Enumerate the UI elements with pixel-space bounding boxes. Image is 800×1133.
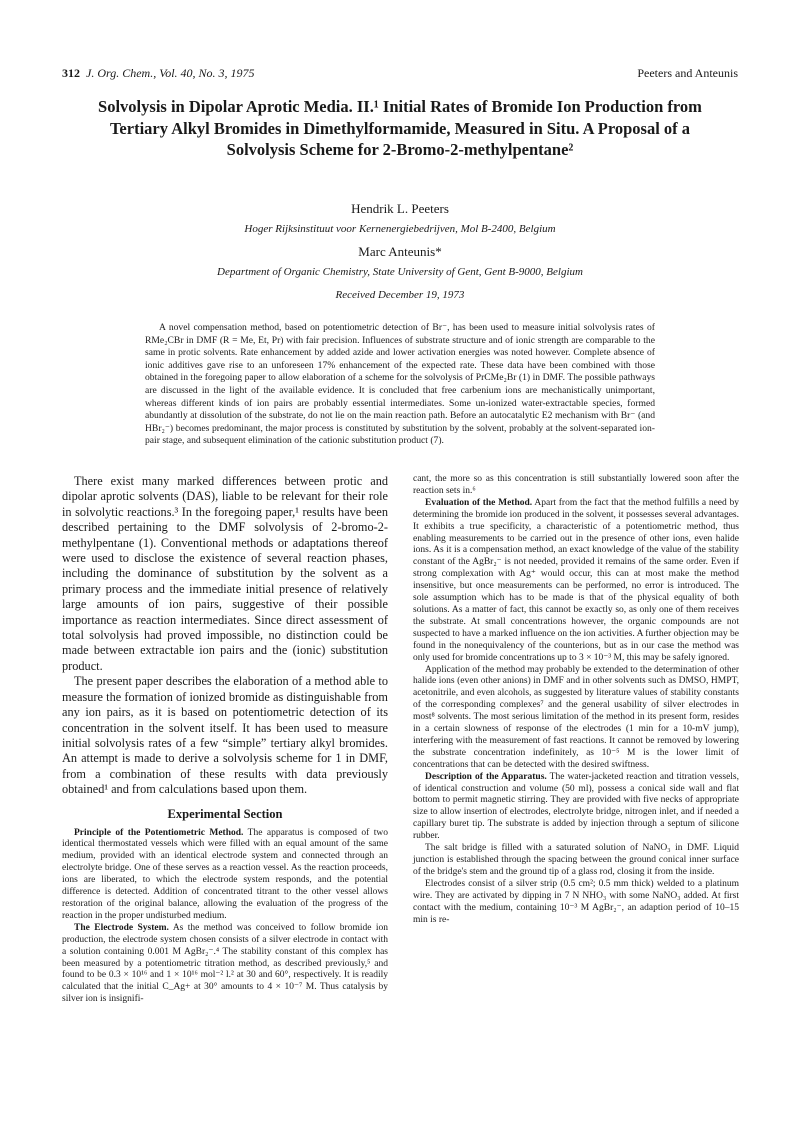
salt-bridge-paragraph: The salt bridge is filled with a saturated solution of NaNO₃ in DMF. Liquid junction is established through the spacing between the ground conical inner surface of the bridge's stem and the ground tip of a glass rod, closing it from the inside. <box>413 843 739 877</box>
running-head <box>62 66 738 82</box>
author-name-2: Marc Anteunis* <box>358 244 442 259</box>
left-column <box>62 474 388 1006</box>
evaluation-heading: Evaluation of the Method. <box>425 497 533 508</box>
author-affiliation-1: Hoger Rijksinstituut voor Kernenergiebedrijven, Mol B-2400, Belgium <box>244 223 556 235</box>
journal-citation: J. Org. Chem., Vol. 40, No. 3, 1975 <box>86 66 255 80</box>
abstract: A novel compensation method, based on potentiometric detection of Br⁻, has been used to measure initial solvolysis rates of RMe₂CBr in DMF (R = Me, Et, Pr) with fair precision. Influences of substrate structure and of ionic strength are comparable to the same in protic solvents. Rate enhancement by added azide and lower activation energies was noted however. Complete absence of ionic additives gave rise to an unforeseen 17% enhancement of the expected rate. These data have been combined with those obtained in the foregoing paper to allow elaboration of a scheme for the solvolysis of PrCMe₂Br (1) in DMF. The possible pathways are discussed in the light of the available evidence. It is concluded that free carbenium ions are mechanistically unimportant, whereas different kinds of ion pairs are probably essential intermediates. Some un-ionized water-extractable species, formed abundantly at dissolution of the substrate, do not lie on the main reaction path. Before an autocatalytic E2 mechanism with Br⁻ (and HBr₂⁻) becomes predominant, the major process is constituted by substitution by the solvent, probably at the solvent-separated ion-pair stage, and subsequent elimination of the cationic substitution product (7). <box>145 322 655 447</box>
author-affiliation-2: Department of Organic Chemistry, State University of Gent, Gent B-9000, Belgium <box>217 266 583 278</box>
electrodes-paragraph: Electrodes consist of a silver strip (0.5 cm²; 0.5 mm thick) welded to a platinum wire. They are activated by dipping in 7 N NHO₃ with some NaNO₃ added. At first contact with the medium, containing 10⁻³ M AgBr₂⁻, an adaption period of 10–15 min is re- <box>413 878 739 925</box>
electrode-text: As the method was conceived to follow bromide ion production, the electrode system chosen consists of a silver electrode in contact with a solution containing 0.001 M AgBr₂⁻.⁴ The stability constant of this complex has been measured by a potentiometric titration method, as described previously,⁵ and found to be 0.3 × 10¹⁶ and 1 × 10¹⁶ mol⁻² l.² at 30 and 60°, respectively. It is readily calculated that the initial C_Ag+ at 30° amounts to 4 × 10⁻⁷ M. Thus catalysis by silver ion is insignifi- <box>62 922 388 1005</box>
apparatus-text: The water-jacketed reaction and titration vessels, of identical construction and volume (50 ml), possess a conical side wall and flat bottom to permit magnetic stirring. They are provided with five necks of appropriate size to allow insertion of electrodes, electrolyte bridge, nitrogen inlet, and if needed a capillary buret tip. The substrate is added by injection through a septum of silicone rubber. <box>413 771 739 842</box>
evaluation-paragraph <box>413 498 739 665</box>
application-paragraph: Application of the method may probably be extended to the determination of other halide ions (even other anions) in DMF and in other solvents such as DMSO, HMPT, acetonitrile, and even alcohols, as suggested by literature values of stability constants of the corresponding complexes⁷ and the general usability of silver electrodes in most⁸ solvents. The most serious limitation of the method in its present form, resides in a certain slowness of response of the electrodes (1 min for a 10-mV jump), interfering with the measurement of fast reactions. It cannot be removed by lowering the substrate concentration indefinitely, as 10⁻⁵ M is the lower limit of concentrations that can be detected with the desired swiftness. <box>413 664 739 770</box>
evaluation-text: Apart from the fact that the method fulfills a need by determining the bromide ion produced in the solvent, it possesses several advantages. It exhibits a true specificity, a characteristic of a potentiometric method, thus enabling measurements to be carried out in the presence of other ions, even halide ions. As it is a compensation method, an exact knowledge of the value of the stability constant of the AgBr₂⁻ is not needed, provided it remains of the same order. Even if strong complexation with Ag⁺ would occur, this can at most make the method insensitive, but once measurements can be performed, no error is introduced. The sole assumption which has to be made is that of the physical equality of both solutions. As a matter of fact, this cannot be exactly so, as only one of them receives the substrate. At small concentrations however, the organic compounds are not suspected to have a marked influence on the ion activities. A further objection may be found in the nonequivalency of the counterions, but as in our case the method was only used for bromide concentrations up to 3 × 10⁻³ M, this may be safely ignored. <box>413 497 739 663</box>
received-date: Received December 19, 1973 <box>335 289 465 301</box>
page-number: 312 <box>62 66 80 80</box>
electrode-heading: The Electrode System. <box>74 922 169 933</box>
author-name-1: Hendrik L. Peeters <box>351 201 449 216</box>
principle-paragraph <box>62 828 388 923</box>
apparatus-heading: Description of the Apparatus. <box>425 771 547 782</box>
principle-text: The apparatus is composed of two identical thermostated vessels which were filled with an equal amount of the same medium, provided with an identical electrode system and connected through an electrolyte bridge. One of these serves as a reaction vessel. As the reaction proceeds, ions are liberated, to which the electrode system responds, and the potential difference is detected. Addition of concentrated titrant to the other vessel allows restoration of the original balance, allowing the evaluation of the progress of the reaction in the proper undisturbed medium. <box>62 827 388 921</box>
article-title: Solvolysis in Dipolar Aprotic Media. II.¹ Initial Rates of Bromide Ion Production from Tertiary Alkyl Bromides in Dimethylformamide, Measured in Situ. A Proposal of a Solvolysis Scheme for 2-Bromo-2-methylpentane² <box>98 97 702 159</box>
electrode-paragraph <box>62 923 388 1006</box>
section-heading-experimental: Experimental Section <box>167 806 283 821</box>
intro-paragraph-1: There exist many marked differences between protic and dipolar aprotic solvents (DAS), liable to be relevant for their role in solvolytic reactions.³ In the foregoing paper,¹ results have been described pertaining to the DMF solvolysis of 2-bromo-2-methylpentane (1). Conventional methods or adaptations thereof were used to disclose the existence of several reaction phases, including the dominance of substitution by the solvent as a primary process and the immediate initial presence of relatively large amounts of ion pairs, suggestive of their possible importance as reaction intermediates. Since direct assessment of total solvolysis had proved impossible, no distinction could be made between extractable ion pairs and the (ionic) substitution product. <box>62 474 388 673</box>
apparatus-paragraph <box>413 772 739 843</box>
running-head-authors: Peeters and Anteunis <box>637 66 738 80</box>
principle-heading: Principle of the Potentiometric Method. <box>74 827 244 838</box>
intro-paragraph-2: The present paper describes the elaboration of a method able to measure the formation of ionized bromide as distinguishable from any ion pairs, as it is based on potentiometric detection of its concentration in the solvent itself. It has been used to measure initial solvolysis rates of a few “simple” tertiary alkyl bromides. An attempt is made to derive a solvolysis scheme for 1 in DMF, from a combination of these results with data previously obtained¹ and from calculations based upon them. <box>62 674 388 797</box>
running-head-left <box>62 66 255 81</box>
continuation-paragraph: cant, the more so as this concentration is still substantially lowered soon after the reaction sets in.⁶ <box>413 474 739 496</box>
right-column <box>413 474 739 926</box>
